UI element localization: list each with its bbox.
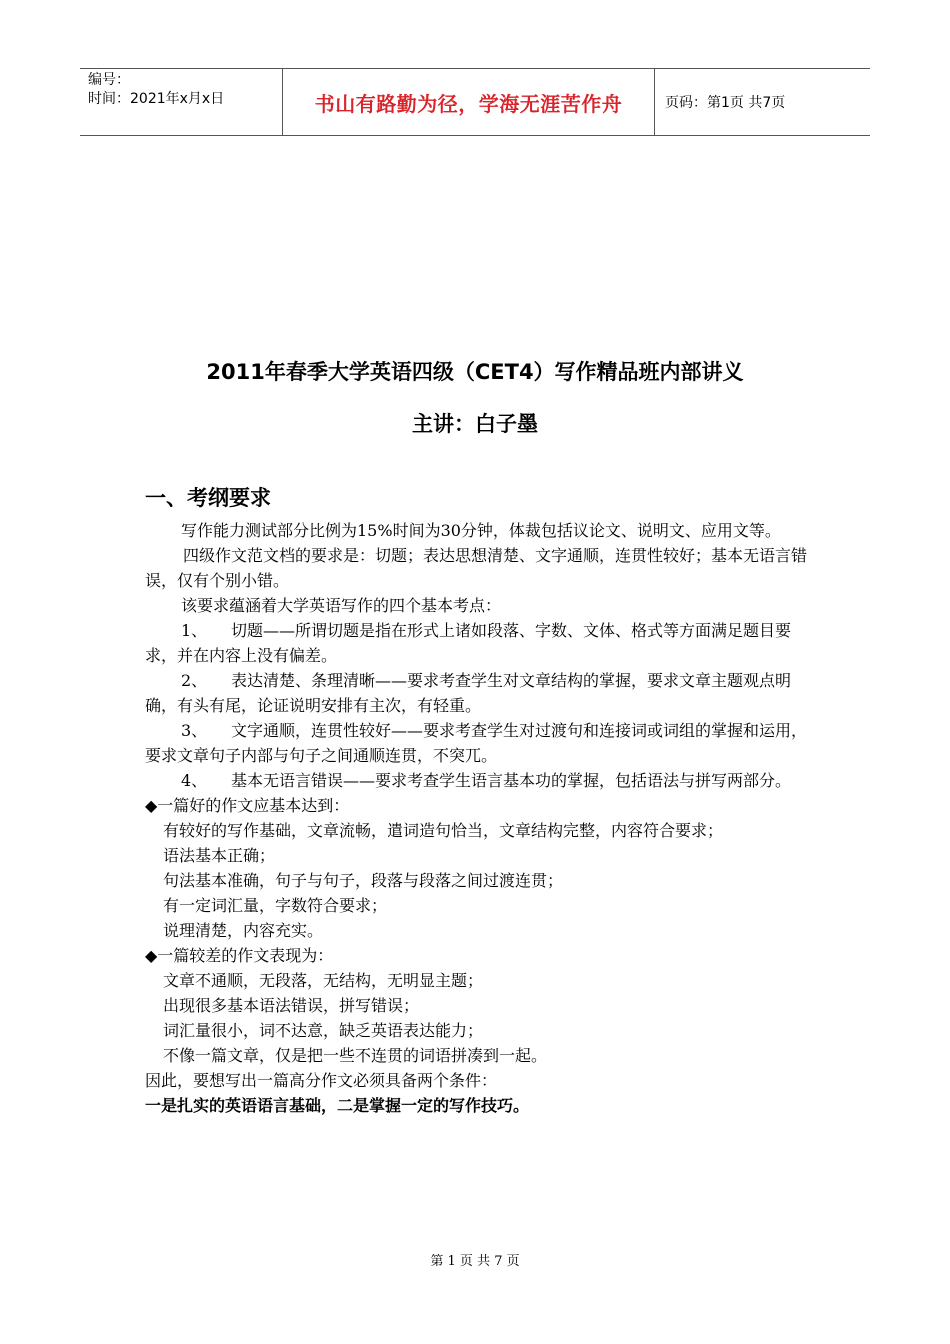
list-item: 有较好的写作基础，文章流畅，遣词造句恰当，文章结构完整，内容符合要求； [163,821,724,840]
lecturer-line: 主讲：白子墨 [412,412,538,436]
list-item: 有一定词汇量，字数符合要求； [163,896,388,915]
number-label: 编号： [88,72,130,88]
page-footer: 第 1 页 共 7 页 [430,1254,520,1269]
list-item-text: 切题——所谓切题是指在形式上诸如段落、字数、文体、格式等方面满足题目要求，并在内容上没有偏差。 [145,621,792,665]
date-label: 时间：2021年x月x日 [88,91,225,107]
list-item-number: 4、 [181,771,208,790]
list-item: 文章不通顺，无段落，无结构，无明显主题； [163,971,484,990]
list-item-number: 2、 [181,671,208,690]
list-item-text: 基本无语言错误——要求考查学生语言基本功的掌握，包括语法与拼写两部分。 [231,771,792,790]
list-item [145,668,815,718]
header-page-info: 页码：第1页 共7页 [665,95,786,111]
list-item: 说理清楚，内容充实。 [163,921,324,940]
good-essay-heading: ◆一篇好的作文应基本达到： [145,796,350,815]
list-item: 不像一篇文章，仅是把一些不连贯的词语拼凑到一起。 [163,1046,548,1065]
document-title: 2011年春季大学英语四级（CET4）写作精品班内部讲义 [206,360,744,384]
list-item [145,618,815,668]
list-item: 句法基本准确，句子与句子，段落与段落之间过渡连贯； [163,871,564,890]
paragraph: 四级作文范文档的要求是：切题；表达思想清楚、文字通顺，连贯性较好；基本无语言错误，仅有个别小错。 [145,546,808,590]
bad-essay-heading: ◆一篇较差的作文表现为： [145,946,334,965]
header-motto: 书山有路勤为径，学海无涯苦作舟 [283,69,655,135]
page-header [80,68,870,136]
conclusion: 因此，要想写出一篇高分作文必须具备两个条件： [145,1071,498,1090]
list-item: 词汇量很小，词不达意，缺乏英语表达能力； [163,1021,484,1040]
list-item [145,768,815,793]
list-item: 出现很多基本语法错误，拼写错误； [163,996,420,1015]
section-heading: 一、考纲要求 [145,486,271,510]
list-item: 语法基本正确； [163,846,276,865]
paragraph: 写作能力测试部分比例为15%时间为30分钟，体裁包括议论文、说明文、应用文等。 [181,521,781,540]
conclusion-bold: 一是扎实的英语语言基础，二是掌握一定的写作技巧。 [145,1096,530,1115]
header-meta [80,69,283,135]
paragraph: 该要求蕴涵着大学英语写作的四个基本考点： [181,596,502,615]
list-item [145,718,815,768]
list-item-text: 表达清楚、条理清晰——要求考查学生对文章结构的掌握，要求文章主题观点明确，有头有尾，论证说明安排有主次，有轻重。 [145,671,792,715]
list-item-number: 1、 [181,621,208,640]
list-item-text: 文字通顺，连贯性较好——要求考查学生对过渡句和连接词或词组的掌握和运用，要求文章句子内部与句子之间通顺连贯，不突兀。 [145,721,808,765]
document-body [145,518,815,1118]
list-item-number: 3、 [181,721,208,740]
